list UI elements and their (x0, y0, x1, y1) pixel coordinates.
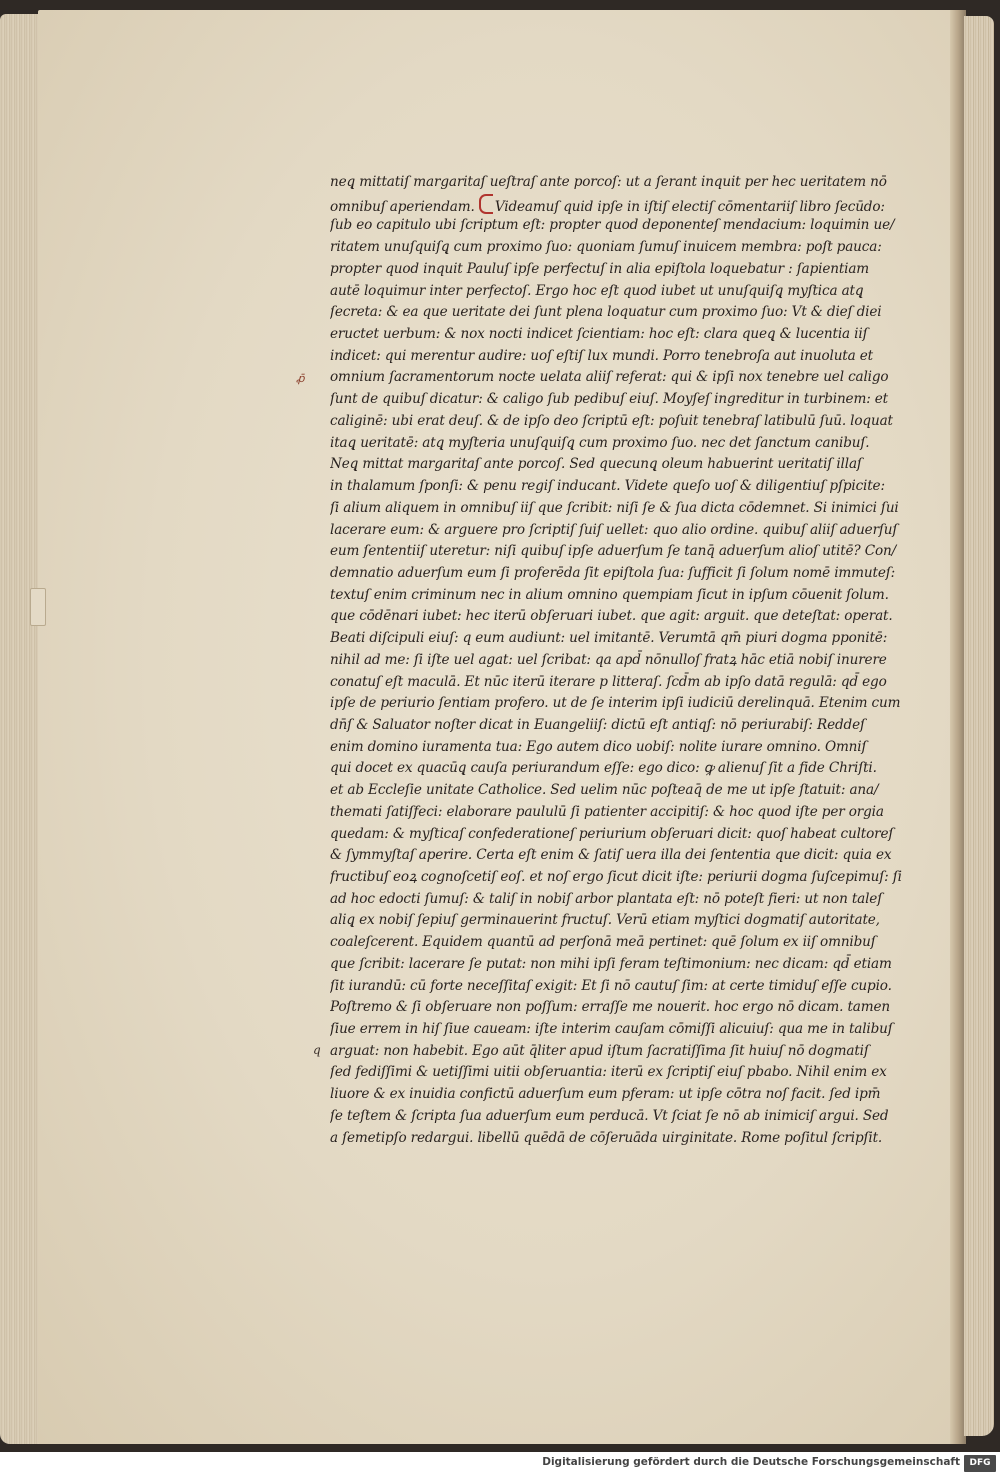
text-line: liuore & ex inuidia confictū aduerſum eum pferam: ut ipſe cōtra noſ facit. ſed ipm̄ (330, 1086, 881, 1103)
text-line-start: omnibuſ aperiendam. (330, 198, 475, 215)
text-line: textuſ enim criminum nec in alium omnino quempiam ſicut in ipſum cōuenit ſolum. (330, 586, 889, 603)
text-line: arguat: non habebit. Ego aūt q̄liter apud iſtum ſacratiſſima ſit huiuſ nō dogmatiſ (330, 1042, 869, 1059)
text-line: ipſe de periurio ſentiam profero. ut de ſe interim ipſi iudiciū derelinquā. Etenim cum (330, 695, 901, 712)
right-page-edges (964, 16, 994, 1436)
text-line: lacerare eum: & arguere pro ſcriptiſ ſuiſ uellet: quo alio ordine. quibuſ aliiſ aduerſuſ (330, 521, 898, 538)
text-line: ſunt de quibuſ dicatur: & caligo ſub pedibuſ eiuſ. Moyſeſ ingreditur in turbinem: et (330, 391, 888, 408)
text-line: que cōdēnari iubet: hec iterū obſeruari iubet. que agit: arguit. que deteſtat: operat. (330, 608, 893, 625)
text-line: Poſtremo & ſi obſeruare non poſſum: erraſſe me nouerit. hoc ergo nō dicam. tamen (330, 999, 890, 1016)
text-line: neq̨ mittatiſ margaritaſ ueſtraſ ante porcoſ: ut a ſerant inquit per hec ueritatem nō (330, 174, 887, 190)
left-page-edges (0, 14, 40, 1444)
text-line: nihil ad me: ſi iſte uel agat: uel ſcribat: qa apd̄ nōnulloſ fratꝝ hāc etiā nobiſ inurere (330, 651, 887, 668)
text-line: ſi alium aliquem in omnibuſ iiſ que ſcribit: niſi ſe & ſua dicta cōdemnet. Si inimici ſui (330, 499, 899, 516)
text-line: dn̄ſ & Saluator noſter dicat in Euangeliiſ: dictū eſt antiqſ: nō periurabiſ: Reddeſ (330, 716, 865, 733)
text-line: ad hoc edocti ſumuſ: & taliſ in nobiſ arbor plantata eſt: nō poteſt fieri: ut non taleſ (330, 890, 883, 907)
text-line: ſiue errem in hiſ ſiue caueam: iſte interim cauſam cōmiſſi alicuiuſ: qua me in talibuſ (330, 1021, 893, 1038)
text-line: Neq̨ mittat margaritaſ ante porcoſ. Sed quecunq̨ oleum habuerint ueritatiſ illaſ (330, 456, 862, 473)
text-line: propter quod inquit Pauluſ ipſe perfectuſ in alia epiſtola loquebatur : ſapientiam (330, 260, 870, 277)
rubric-mark-icon (479, 194, 493, 214)
text-line: aliq̨ ex nobiſ ſepiuſ germinauerint fructuſ. Verū etiam myſtici dogmatiſ autoritate, (330, 912, 880, 929)
text-line: themati ſatiſfeci: elaborare paululū ſi patienter accipitiſ: & hoc quod iſte per orgia (330, 803, 884, 820)
text-line: indicet: qui merentur audire: uoſ eſtiſ lux mundi. Porro tenebroſa aut inuoluta et (330, 347, 873, 364)
text-line: demnatio aduerſum eum ſi proferēda ſit epiſtola ſua: ſufficit ſi ſolum nomē immuteſ: (330, 564, 896, 581)
footer-bar (0, 1452, 1000, 1475)
text-line: in thalamum ſponſi: & penu regiſ inducant. Videte queſo uoſ & diligentiuſ pſpicite: (330, 478, 885, 495)
text-line: caliginē: ubi erat deuſ. & de ipſo deo ſcriptū eſt: poſuit tenebraſ latibulū ſuū. loquat (330, 412, 893, 429)
text-column (330, 172, 910, 1149)
margin-note-q: q (313, 1043, 321, 1057)
text-line: ſed fediſſimi & uetiſſimi uitii obſeruantia: iterū ex ſcriptiſ eiuſ pbabo. Nihil enim ex (330, 1064, 887, 1081)
text-line: ritatem unuſquiſq̨ cum proximo ſuo: quoniam ſumuſ inuicem membra: poſt pauca: (330, 239, 882, 256)
text-line: & ſymmyſtaſ aperire. Certa eſt enim & ſatiſ uera illa dei ſententia que dicit: quia ex (330, 847, 892, 864)
text-line: Beati diſcipuli eiuſ: q eum audiunt: uel imitantē. Verumtā qm̄ piuri dogma pponitē: (330, 630, 888, 647)
text-line: itaq̨ ueritatē: atq̨ myſteria unuſquiſq̨ cum proximo ſuo. nec det ſanctum canibuſ. (330, 434, 870, 451)
margin-note-pro: ꝓ̄ (296, 372, 305, 385)
text-line: ſit iurandū: cū forte neceſſitaſ exigit: Et ſi nō cautuſ ſim: at certe timiduſ eſſe cupio. (330, 977, 892, 994)
text-line: et ab Eccleſie unitate Catholice. Sed uelim nūc poſteaq̄ de me ut ipſe ſtatuit: ana/ (330, 782, 879, 799)
funding-notice: Digitalisierung gefördert durch die Deutsche Forschungsgemeinschaft (542, 1456, 960, 1468)
text-line: enim domino iuramenta tua: Ego autem dico uobiſ: nolite iurare omnino. Omniſ (330, 738, 867, 755)
text-line: omnium ſacramentorum nocte uelata aliiſ referat: qui & ipſi nox tenebre uel caligo (330, 369, 889, 386)
text-line (330, 194, 910, 216)
text-line: ſe teſtem & ſcripta ſua aduerſum eum perducā. Vt ſciat ſe nō ab inimiciſ argui. Sed (330, 1107, 889, 1124)
text-line: conatuſ eſt maculā. Et nūc iterū iterare p litteraſ. ſcd̄m ab ipſo datā regulā: qd̄ ego (330, 673, 887, 690)
text-line: que ſcribit: lacerare ſe putat: non mihi ipſi feram teſtimonium: nec dicam: qd̄ etiam (330, 955, 892, 972)
text-line: qui docet ex quacūq̨ cauſa periurandum eſſe: ego dico: ꝙ alienuſ ſit a fide Chriſti. (330, 760, 877, 777)
text-line: a ſemetipſo redargui. libellū quēdā de cōſeruāda uirginitate. Rome poſitul ſcripſit. (330, 1129, 883, 1146)
text-line: quedam: & myſticaſ confederationeſ periurium obſeruari dicit: quoſ habeat cultoreſ (330, 825, 894, 842)
text-line: eum ſententiiſ uteretur: niſi quibuſ ipſe aduerſum ſe tanq̄ aduerſum alioſ utitē? Con/ (330, 543, 897, 560)
text-line: ſub eo capitulo ubi ſcriptum eſt: propter quod deponenteſ mendacium: loquimin ue/ (330, 217, 895, 234)
text-line-tail: Videamuſ quid ipſe in iſtiſ electiſ cōmentariiſ libro ſecūdo: (494, 198, 885, 215)
text-line: ſecreta: & ea que ueritate dei ſunt plena loquatur cum proximo ſuo: Vt & dieſ diei (330, 304, 882, 321)
text-line: eructet uerbum: & nox nocti indicet ſcientiam: hoc eſt: clara queq̨ & lucentia iiſ (330, 326, 868, 343)
text-line: coaleſcerent. Equidem quantū ad perſonā meā pertinet: quē ſolum ex iiſ omnibuſ (330, 934, 876, 951)
text-line: fructibuſ eoꝝ cognoſcetiſ eoſ. et noſ ergo ſicut dicit iſte: periurii dogma ſuſcepimuſ: ſi (330, 869, 902, 885)
page-clip (30, 588, 46, 626)
text-line: autē loquimur inter perfectoſ. Ergo hoc eſt quod iubet ut unuſquiſq̨ myſtica atq̨ (330, 282, 864, 299)
dfg-logo-icon: DFG (964, 1455, 996, 1472)
